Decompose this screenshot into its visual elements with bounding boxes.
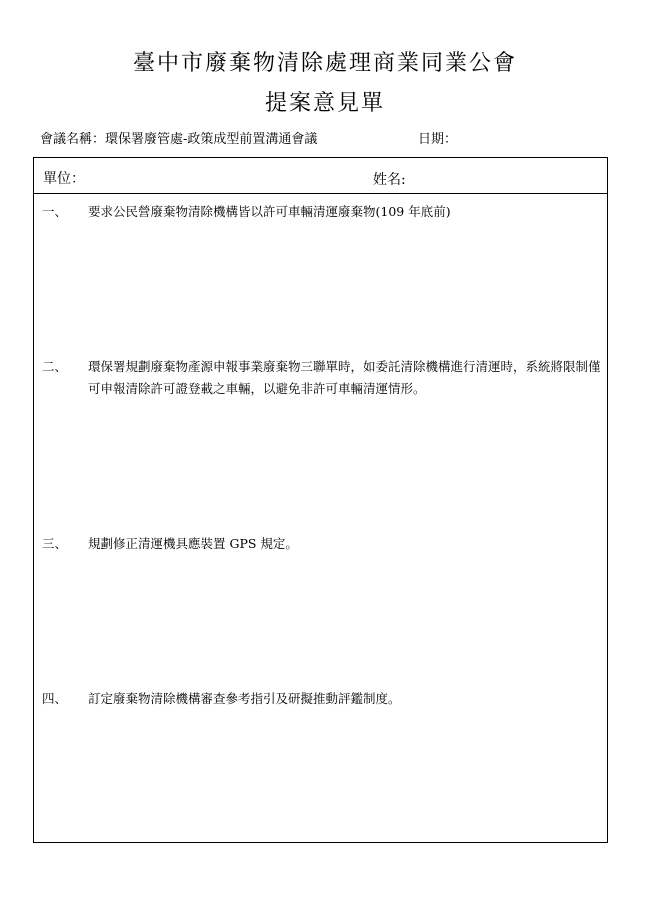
proposal-text: 要求公民營廢棄物清除機構皆以許可車輛清運廢棄物(109 年底前)	[88, 204, 451, 219]
proposal-text: 訂定廢棄物清除機構審查參考指引及研擬推動評鑑制度。	[88, 691, 401, 706]
name-label: 姓名:	[373, 172, 406, 188]
proposal-number: 一、	[42, 204, 68, 219]
form-title: 提案意見單	[264, 91, 385, 116]
date-label: 日期：	[418, 132, 458, 147]
meeting-name: 會議名稱：環保署廢管處-政策成型前置溝通會議	[40, 132, 318, 147]
unit-label: 單位：	[43, 171, 85, 187]
proposal-number: 二、	[42, 359, 68, 374]
association-title: 臺中市廢棄物清除處理商業同業公會	[132, 51, 517, 76]
proposal-number: 三、	[42, 536, 68, 551]
proposal-text: 規劃修正清運機具應裝置 GPS 規定。	[88, 536, 298, 551]
proposal-form	[33, 157, 608, 843]
form-header-row	[34, 158, 607, 194]
proposal-number: 四、	[42, 691, 68, 706]
proposal-text: 環保署規劃廢棄物產源申報事業廢棄物三聯單時，如委託清除機構進行清運時，系統將限制僅可申報清除許可證登載之車輛，以避免非許可車輛清運情形。	[88, 359, 601, 396]
